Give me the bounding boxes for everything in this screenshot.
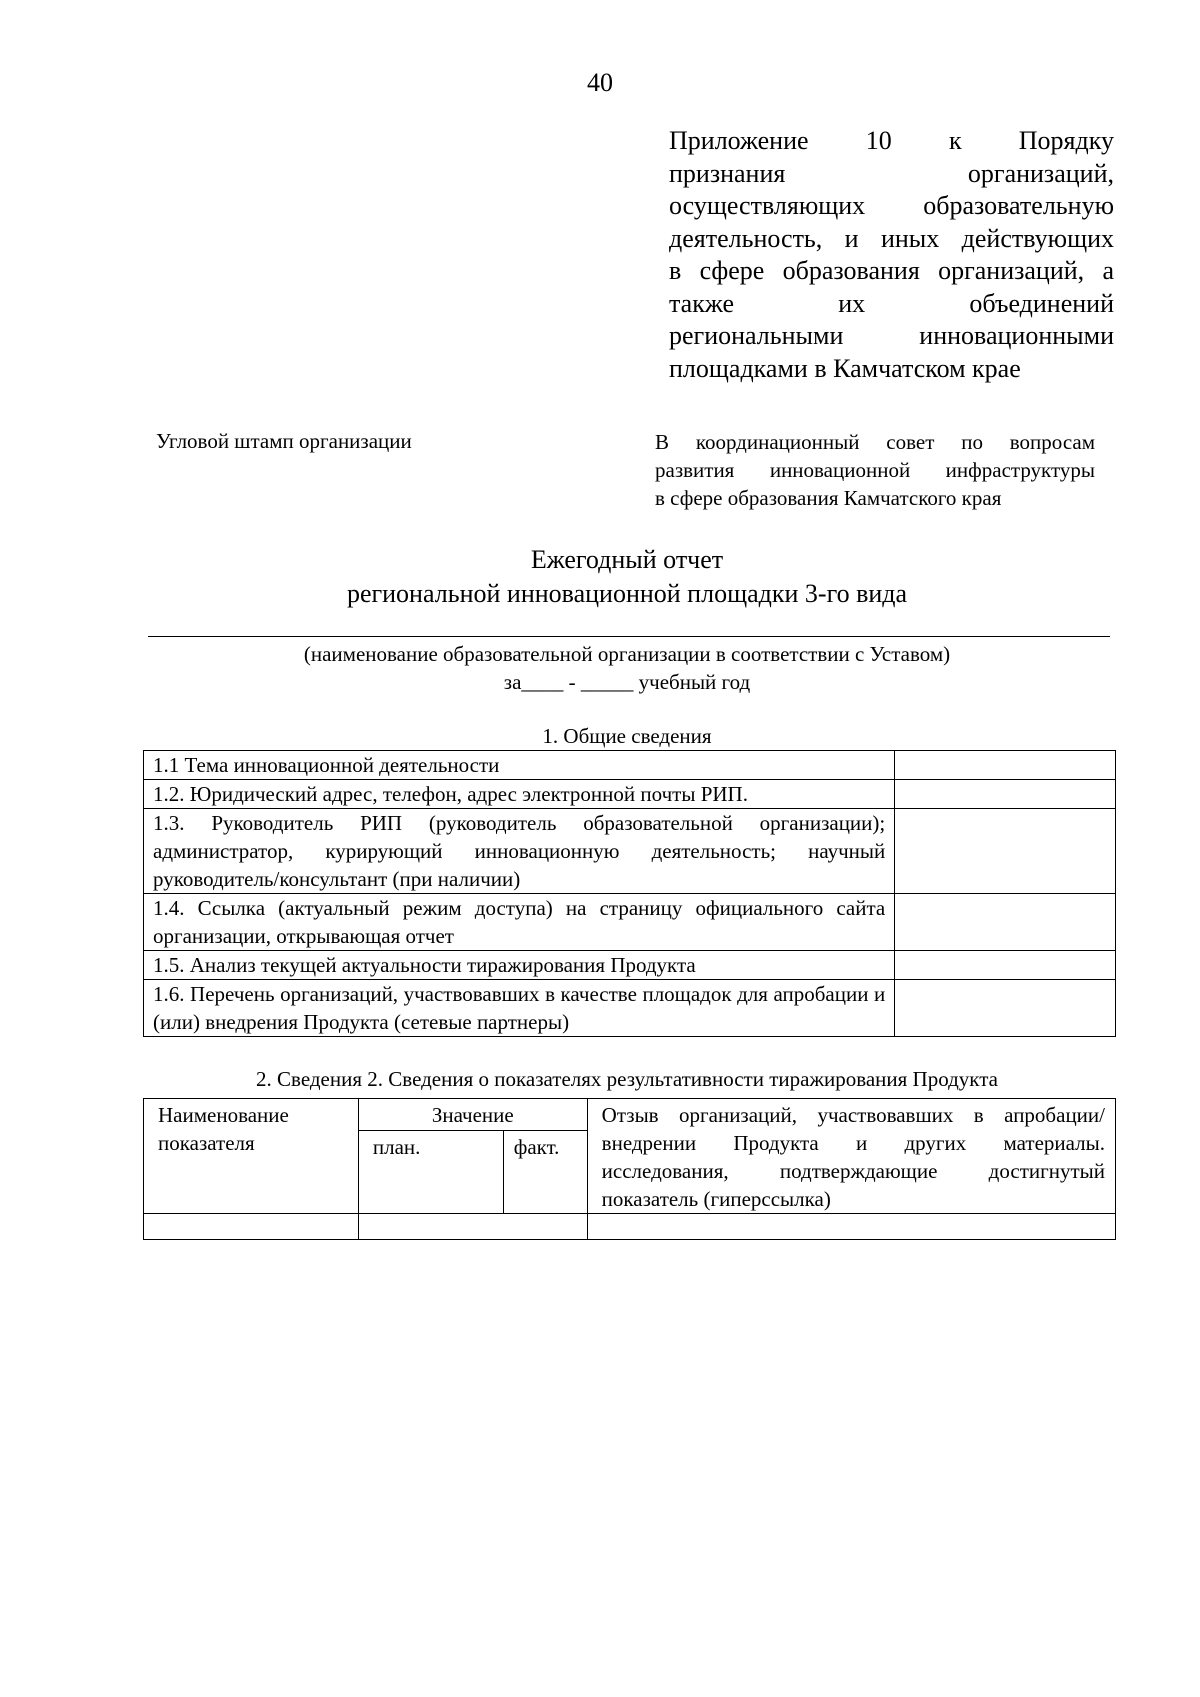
table-row bbox=[144, 780, 1116, 809]
row-label: 1.4. Ссылка (актуальный режим доступа) на страницу официального сайта организации, открывающая отчет bbox=[144, 894, 895, 951]
indicators-table bbox=[143, 1098, 1116, 1240]
table-row bbox=[144, 751, 1116, 780]
section2-title: 2. Сведения 2. Сведения о показателях результативности тиражирования Продукта bbox=[256, 1067, 998, 1091]
row-value bbox=[895, 780, 1116, 809]
report-title-line1: Ежегодный отчет bbox=[530, 545, 724, 574]
page-number: 40 bbox=[587, 68, 613, 97]
corner-stamp-label: Угловой штамп организации bbox=[156, 429, 412, 453]
appendix-header bbox=[669, 125, 1114, 385]
table-cell bbox=[587, 1214, 1115, 1240]
table-cell bbox=[144, 1214, 359, 1240]
addressee-block bbox=[655, 428, 1095, 512]
appendix-line: осуществляющих образовательную bbox=[669, 191, 1114, 220]
report-title-line2: региональной инновационной площадки 3-го вида bbox=[346, 579, 908, 608]
row-value bbox=[895, 951, 1116, 980]
organization-caption-block bbox=[0, 640, 1200, 696]
general-info-table bbox=[143, 750, 1116, 1037]
row-label: 1.3. Руководитель РИП (руководитель образовательной организации); администратор, курирующий инновационную деятельность; научный руководитель/консультант (при наличии) bbox=[144, 809, 895, 894]
table-header-row bbox=[144, 1099, 1116, 1131]
addressee-line: в сфере образования Камчатского края bbox=[655, 486, 1002, 510]
table-row bbox=[144, 809, 1116, 894]
header-indicator: Наименование показателя bbox=[144, 1099, 359, 1214]
table-cell bbox=[358, 1214, 587, 1240]
academic-year-line: за____ - _____ учебный год bbox=[503, 670, 751, 694]
row-value bbox=[895, 894, 1116, 951]
appendix-line: признания организаций, bbox=[669, 158, 1114, 188]
appendix-line: также их объединений bbox=[669, 288, 1114, 318]
header-value: Значение bbox=[358, 1099, 587, 1131]
row-label: 1.6. Перечень организаций, участвовавших в качестве площадок для апробации и (или) внедрения Продукта (сетевые партнеры) bbox=[144, 980, 895, 1037]
report-title bbox=[0, 543, 1200, 611]
row-label: 1.1 Тема инновационной деятельности bbox=[144, 751, 895, 780]
organization-caption: (наименование образовательной организации в соответствии с Уставом) bbox=[303, 642, 951, 666]
row-value bbox=[895, 809, 1116, 894]
table-row bbox=[144, 980, 1116, 1037]
row-label: 1.2. Юридический адрес, телефон, адрес электронной почты РИП. bbox=[144, 780, 895, 809]
header-feedback: Отзыв организаций, участвовавших в апробации/внедрении Продукта и других материалы. исследования, подтверждающие достигнутый показатель (гиперссылка) bbox=[587, 1099, 1115, 1214]
header-plan: план. bbox=[358, 1131, 503, 1214]
table-row bbox=[144, 1214, 1116, 1240]
table-row bbox=[144, 951, 1116, 980]
appendix-line: в сфере образования организаций, а bbox=[669, 256, 1114, 285]
organization-name-line bbox=[148, 636, 1110, 637]
appendix-line: площадками в Камчатском крае bbox=[669, 353, 1021, 383]
appendix-line: Приложение 10 к Порядку bbox=[669, 126, 1114, 155]
row-value bbox=[895, 980, 1116, 1037]
appendix-line: региональными инновационными bbox=[669, 321, 1114, 350]
row-label: 1.5. Анализ текущей актуальности тиражирования Продукта bbox=[144, 951, 895, 980]
header-fact: факт. bbox=[503, 1131, 587, 1214]
addressee-line: развития инновационной инфраструктуры bbox=[655, 458, 1095, 482]
appendix-line: деятельность, и иных действующих bbox=[669, 223, 1114, 253]
table-row bbox=[144, 894, 1116, 951]
row-value bbox=[895, 751, 1116, 780]
addressee-line: В координационный совет по вопросам bbox=[655, 430, 1095, 454]
section1-title: 1. Общие сведения bbox=[542, 724, 712, 748]
